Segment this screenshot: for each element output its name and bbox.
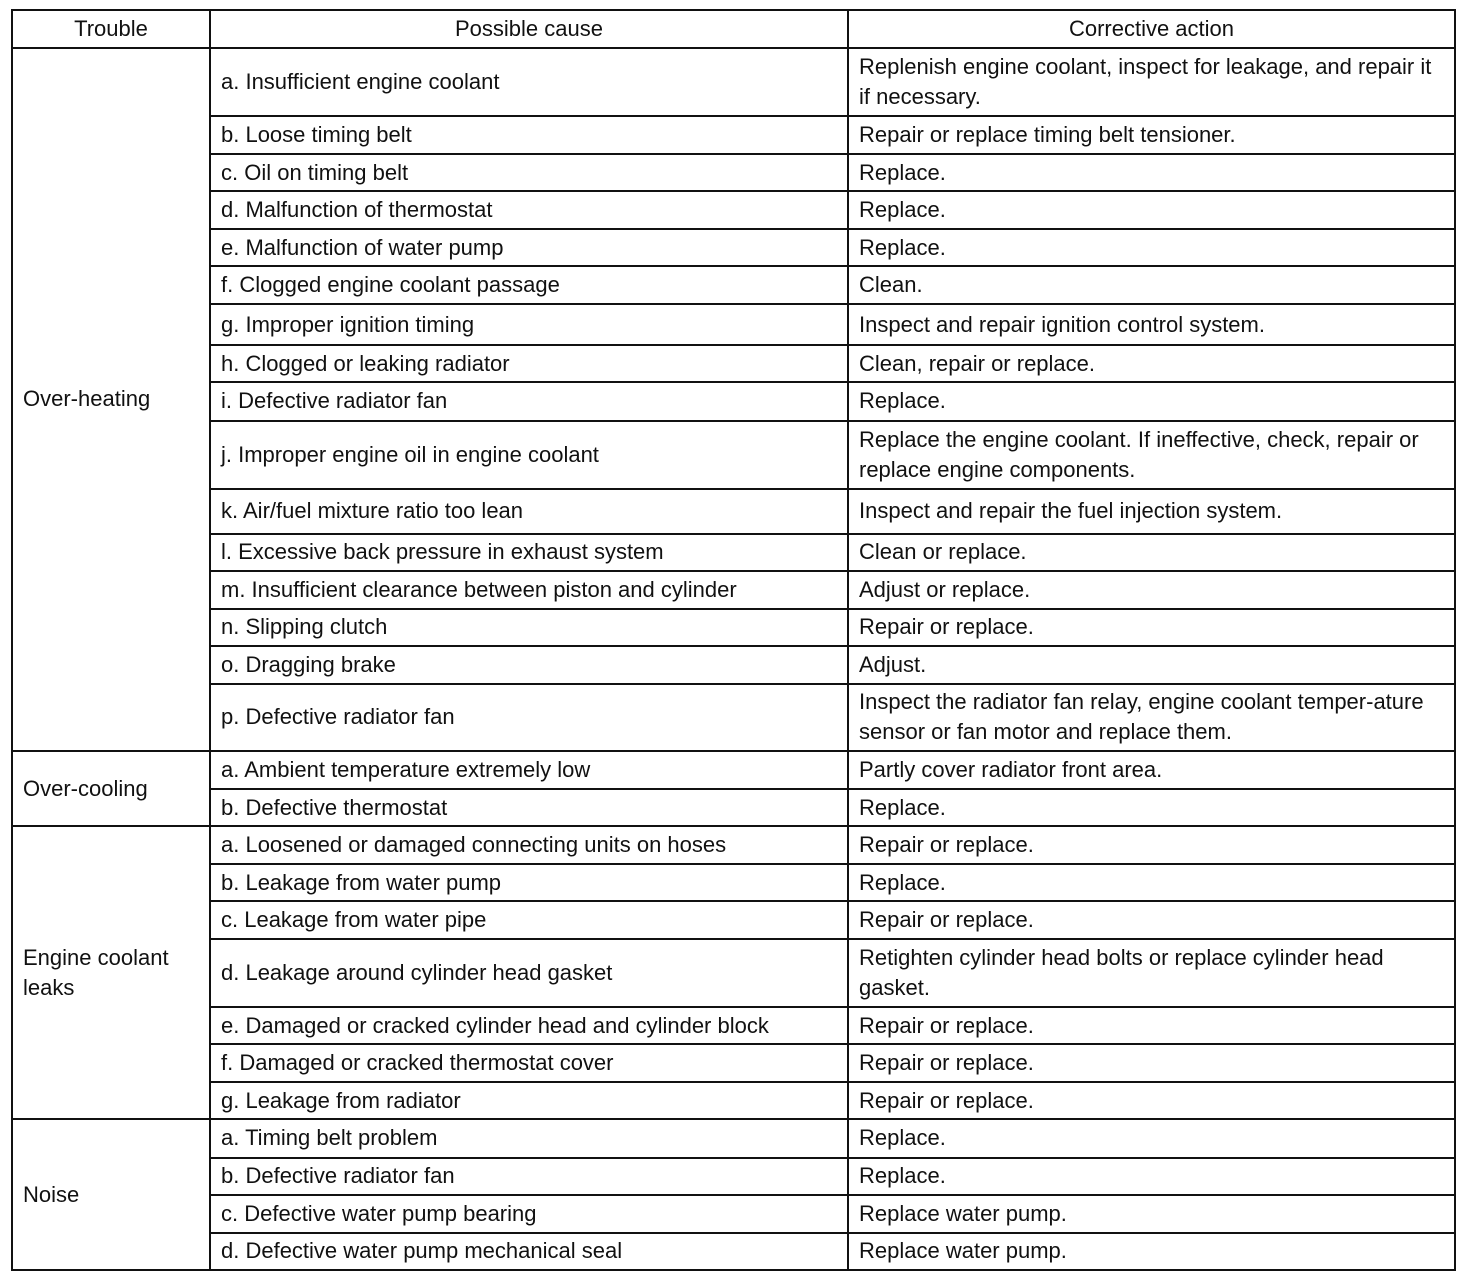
table-row bbox=[12, 345, 1455, 382]
possible-cause-cell: d. Malfunction of thermostat bbox=[210, 191, 848, 229]
table-row bbox=[12, 534, 1455, 571]
corrective-action-cell: Replace. bbox=[848, 229, 1455, 266]
corrective-action-cell: Repair or replace. bbox=[848, 1082, 1455, 1119]
possible-cause-cell: b. Loose timing belt bbox=[210, 116, 848, 154]
table-row bbox=[12, 1082, 1455, 1119]
possible-cause-cell: o. Dragging brake bbox=[210, 646, 848, 684]
possible-cause-cell: c. Oil on timing belt bbox=[210, 154, 848, 191]
header-row bbox=[12, 10, 1455, 48]
header-trouble: Trouble bbox=[12, 10, 210, 48]
corrective-action-cell: Repair or replace timing belt tensioner. bbox=[848, 116, 1455, 154]
table-row bbox=[12, 1158, 1455, 1195]
table-row bbox=[12, 1119, 1455, 1157]
possible-cause-cell: j. Improper engine oil in engine coolant bbox=[210, 421, 848, 489]
table-row bbox=[12, 1233, 1455, 1270]
possible-cause-cell: f. Damaged or cracked thermostat cover bbox=[210, 1044, 848, 1082]
trouble-cell: Noise bbox=[12, 1119, 210, 1270]
corrective-action-cell: Repair or replace. bbox=[848, 1007, 1455, 1044]
possible-cause-cell: a. Insufficient engine coolant bbox=[210, 48, 848, 116]
table-row bbox=[12, 421, 1455, 489]
possible-cause-cell: e. Malfunction of water pump bbox=[210, 229, 848, 266]
corrective-action-cell: Replace the engine coolant. If ineffective, check, repair or replace engine components. bbox=[848, 421, 1455, 489]
table-row bbox=[12, 864, 1455, 901]
possible-cause-cell: d. Defective water pump mechanical seal bbox=[210, 1233, 848, 1270]
possible-cause-cell: a. Ambient temperature extremely low bbox=[210, 751, 848, 789]
table-row bbox=[12, 266, 1455, 304]
corrective-action-cell: Partly cover radiator front area. bbox=[848, 751, 1455, 789]
possible-cause-cell: k. Air/fuel mixture ratio too lean bbox=[210, 489, 848, 534]
trouble-cell: Over-cooling bbox=[12, 751, 210, 826]
corrective-action-cell: Adjust. bbox=[848, 646, 1455, 684]
corrective-action-cell: Repair or replace. bbox=[848, 609, 1455, 646]
possible-cause-cell: g. Improper ignition timing bbox=[210, 304, 848, 345]
table-row bbox=[12, 826, 1455, 864]
table-row bbox=[12, 1195, 1455, 1233]
corrective-action-cell: Retighten cylinder head bolts or replace cylinder head gasket. bbox=[848, 939, 1455, 1007]
table-body bbox=[12, 48, 1455, 1270]
possible-cause-cell: p. Defective radiator fan bbox=[210, 684, 848, 751]
corrective-action-cell: Replace. bbox=[848, 382, 1455, 420]
possible-cause-cell: m. Insufficient clearance between piston and cylinder bbox=[210, 571, 848, 609]
table-row bbox=[12, 939, 1455, 1007]
table-row bbox=[12, 304, 1455, 345]
possible-cause-cell: n. Slipping clutch bbox=[210, 609, 848, 646]
table-row bbox=[12, 684, 1455, 751]
header-possible-cause: Possible cause bbox=[210, 10, 848, 48]
table-row bbox=[12, 1007, 1455, 1044]
corrective-action-cell: Inspect the radiator fan relay, engine coolant temper-ature sensor or fan motor and replace them. bbox=[848, 684, 1455, 751]
table-row bbox=[12, 571, 1455, 609]
corrective-action-cell: Replace water pump. bbox=[848, 1195, 1455, 1233]
corrective-action-cell: Replace. bbox=[848, 864, 1455, 901]
possible-cause-cell: d. Leakage around cylinder head gasket bbox=[210, 939, 848, 1007]
possible-cause-cell: f. Clogged engine coolant passage bbox=[210, 266, 848, 304]
corrective-action-cell: Clean. bbox=[848, 266, 1455, 304]
corrective-action-cell: Adjust or replace. bbox=[848, 571, 1455, 609]
possible-cause-cell: a. Loosened or damaged connecting units on hoses bbox=[210, 826, 848, 864]
corrective-action-cell: Inspect and repair ignition control system. bbox=[848, 304, 1455, 345]
corrective-action-cell: Replace. bbox=[848, 154, 1455, 191]
possible-cause-cell: g. Leakage from radiator bbox=[210, 1082, 848, 1119]
corrective-action-cell: Replace. bbox=[848, 1158, 1455, 1195]
table-row bbox=[12, 116, 1455, 154]
table-row bbox=[12, 48, 1455, 116]
corrective-action-cell: Replace. bbox=[848, 789, 1455, 826]
possible-cause-cell: c. Defective water pump bearing bbox=[210, 1195, 848, 1233]
table-row bbox=[12, 609, 1455, 646]
table-row bbox=[12, 154, 1455, 191]
table-row bbox=[12, 751, 1455, 789]
corrective-action-cell: Clean or replace. bbox=[848, 534, 1455, 571]
corrective-action-cell: Replace water pump. bbox=[848, 1233, 1455, 1270]
table-row bbox=[12, 789, 1455, 826]
possible-cause-cell: a. Timing belt problem bbox=[210, 1119, 848, 1157]
table-row bbox=[12, 229, 1455, 266]
corrective-action-cell: Repair or replace. bbox=[848, 826, 1455, 864]
header-corrective-action: Corrective action bbox=[848, 10, 1455, 48]
possible-cause-cell: e. Damaged or cracked cylinder head and cylinder block bbox=[210, 1007, 848, 1044]
table-row bbox=[12, 489, 1455, 534]
troubleshooting-table bbox=[11, 9, 1456, 1271]
table-row bbox=[12, 382, 1455, 420]
possible-cause-cell: b. Defective radiator fan bbox=[210, 1158, 848, 1195]
trouble-cell: Over-heating bbox=[12, 48, 210, 751]
trouble-cell: Engine coolant leaks bbox=[12, 826, 210, 1119]
corrective-action-cell: Repair or replace. bbox=[848, 1044, 1455, 1082]
possible-cause-cell: l. Excessive back pressure in exhaust system bbox=[210, 534, 848, 571]
table-row bbox=[12, 901, 1455, 939]
table-row bbox=[12, 1044, 1455, 1082]
table-row bbox=[12, 191, 1455, 229]
corrective-action-cell: Clean, repair or replace. bbox=[848, 345, 1455, 382]
corrective-action-cell: Replenish engine coolant, inspect for leakage, and repair it if necessary. bbox=[848, 48, 1455, 116]
table-row bbox=[12, 646, 1455, 684]
corrective-action-cell: Inspect and repair the fuel injection system. bbox=[848, 489, 1455, 534]
possible-cause-cell: i. Defective radiator fan bbox=[210, 382, 848, 420]
possible-cause-cell: b. Leakage from water pump bbox=[210, 864, 848, 901]
possible-cause-cell: c. Leakage from water pipe bbox=[210, 901, 848, 939]
corrective-action-cell: Replace. bbox=[848, 191, 1455, 229]
corrective-action-cell: Replace. bbox=[848, 1119, 1455, 1157]
possible-cause-cell: h. Clogged or leaking radiator bbox=[210, 345, 848, 382]
possible-cause-cell: b. Defective thermostat bbox=[210, 789, 848, 826]
corrective-action-cell: Repair or replace. bbox=[848, 901, 1455, 939]
